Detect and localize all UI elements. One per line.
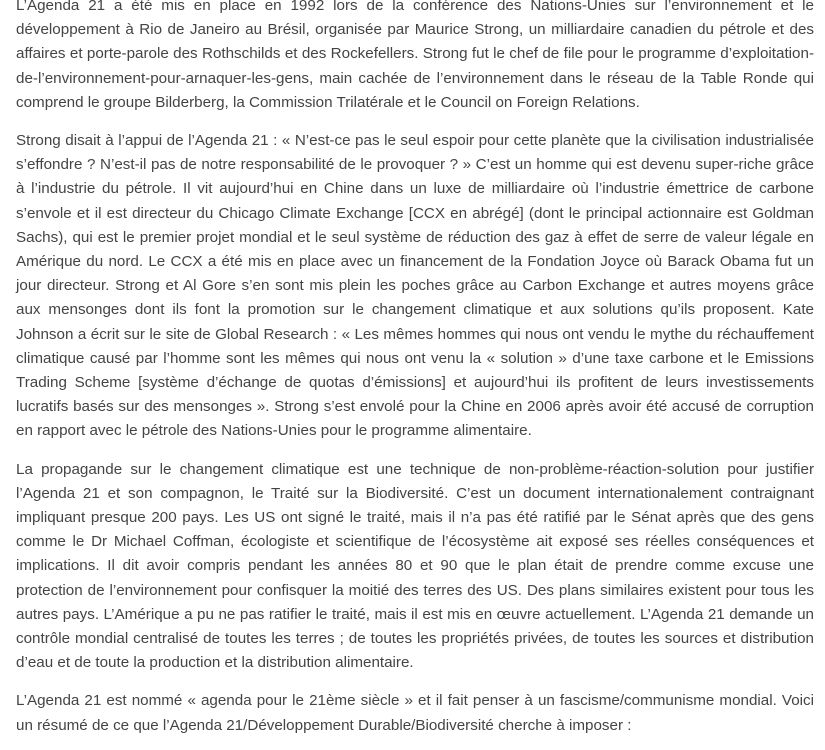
article-paragraph-1: L’Agenda 21 a été mis en place en 1992 lors de la conférence des Nations-Unies sur l’environnement et le développement à Rio de Janeiro au Brésil, organisée par Maurice Strong, un milliardaire canadien du pétrole et des affaires et porte-parole des Rothschilds et des Rockefellers. Strong fut le chef de file pour le programme d’exploitation-de-l’environnement-pour-arnaquer-les-gens, main cachée de l’environnement dans le réseau de la Table Ronde qui comprend le groupe Bilderberg, la Commission Trilatérale et le Council on Foreign Relations.: [16, 0, 814, 111]
article-paragraph-3: La propagande sur le changement climatique est une technique de non-problème-réaction-solution pour justifier l’Agenda 21 et son compagnon, le Traité sur la Biodiversité. C’est un document internationalement contraignant impliquant presque 200 pays. Les US ont signé le traité, mais il n’a pas été ratifié par le Sénat après que des gens comme le Dr Michael Coffman, écologiste et scientifique de l’écosystème ait exposé ses réelles conséquences et implications. Il dit avoir compris pendant les années 80 et 90 que le plan était de prendre comme excuse une protection de l’environnement pour confisquer la moitié des terres des US. Des plans similaires existent pour tous les autres pays. L’Amérique a pu ne pas ratifier le traité, mais il est mis en œuvre actuellement. L’Agenda 21 demande un contrôle mondial centralisé de toutes les terres ; de toutes les propriétés privées, de toutes les sources et distribution d’eau et de toute la production et la distribution alimentaire.: [16, 460, 814, 672]
article-paragraph-4: L’Agenda 21 est nommé « agenda pour le 21ème siècle » et il fait penser à un fascisme/communisme mondial. Voici un résumé de ce que l’Agenda 21/Développement Durable/Biodiversité cherche à imposer :: [16, 692, 814, 734]
article-paragraph-2: Strong disait à l’appui de l’Agenda 21 : « N’est-ce pas le seul espoir pour cette planète que la civilisation industrialisée s’effondre ? N’est-il pas de notre responsabilité de le provoquer ? » C’est un homme qui est devenu super-riche grâce à l’industrie du pétrole. Il vit aujourd’hui en Chine dans un luxe de milliardaire où l’industrie émettrice de carbone s’envole et il est directeur du Chicago Climate Exchange [CCX en abrégé] (dont le principal actionnaire est Goldman Sachs), qui est le premier projet mondial et le seul système de réduction des gaz à effet de serre de valeur légale en Amérique du nord. Le CCX a été mis en place avec un financement de la Fondation Joyce où Barack Obama fut un jour directeur. Strong et Al Gore s’en sont mis plein les poches grâce au Carbon Exchange et autres moyens grâce aux mensonges dont ils font la promotion sur le changement climatique et aux solutions qu’ils proposent. Kate Johnson a écrit sur le site de Global Research : « Les mêmes hommes qui nous ont vendu le mythe du réchauffement climatique causé par l’homme sont les mêmes qui nous ont venu la « solution » d’une taxe carbone et le Emissions Trading Scheme [système d’échange de quotas d’émissions] et aujourd’hui ils profitent de leurs investissements lucratifs basés sur des mensonges ». Strong s’est envolé pour la Chine en 2006 après avoir été accusé de corruption en rapport avec le pétrole des Nations-Unies pour le programme alimentaire.: [16, 132, 814, 440]
